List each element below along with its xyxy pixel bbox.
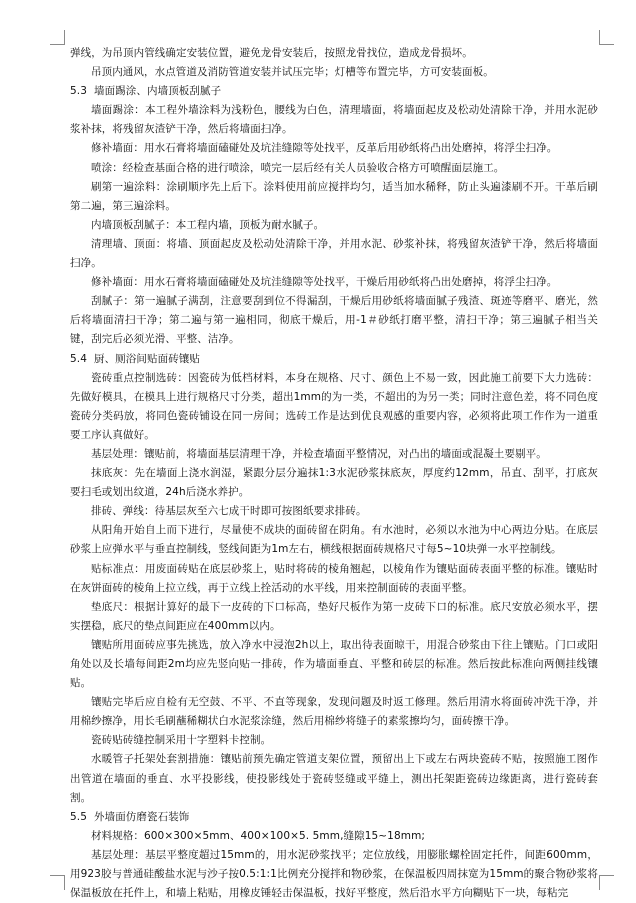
body-paragraph: 材料规格：600×300×5mm、400×100×5. 5mm,缝隙15~18mm; (91, 829, 426, 842)
section-number: 5.5 (70, 810, 87, 823)
section-heading (70, 350, 598, 369)
crop-mark-bottom-right (599, 875, 614, 890)
body-paragraph: 水暖管子托架处套割措施：镶贴前预先确定管道支架位置，预留出上下或左右两块瓷砖不贴，按照施工图作出管道在墙面的垂直、水平投影线，使投影线处于瓷砖竖缝或平缝上，测出托架距瓷砖边缘距离，进行瓷砖套割。 (70, 753, 598, 804)
crop-mark-top-right (599, 30, 614, 45)
body-paragraph: 吊顶内通风，水点管道及消防管道安装并试压完毕；灯槽等布置完毕，方可安装面板。 (91, 66, 494, 79)
body-paragraph: 镶贴所用面砖应事先挑选，放入净水中浸泡2h以上，取出待表面晾干，用混合砂浆由下往上镶贴。门口或阳角处以及长墙每间距2m均应先竖向贴一排砖，作为墙面垂直、平整和砖层的标准。然后按此标准向两侧挂线镶贴。 (70, 638, 598, 690)
section-title: 墙面踢涂、内墙顶板刮腻子 (94, 85, 222, 98)
body-paragraph: 刷第一遍涂料：涂刷顺序先上后下。涂料使用前应搅拌均匀，适当加水稀释，防止头遍漆刷不开。干革后刷第二遍，第三遍涂料。 (70, 180, 598, 212)
section-heading (70, 808, 598, 827)
body-paragraph: 喷涂：经检查基面合格的进行喷涂，喷完一层后经有关人员验收合格方可喷醒面层施工。 (91, 161, 505, 174)
body-paragraph: 刮腻子：第一遍腻子满刮，注意要刮到位不得漏刮，干燥后用砂纸将墙面腻子残渣、斑迹等磨平、磨光，然后将墙面清扫干净；第二遍与第一遍相同，彻底干燥后，用-1＃砂纸打磨平整，清扫干净；第三遍腻子相当关键，刮完后必须光滑、平整、洁净。 (70, 295, 598, 346)
body-paragraph: 基层处理：镶贴前，将墙面基层清理干净，并检查墙面平整情况，对凸出的墙面或混凝土要剔平。 (91, 447, 547, 460)
body-paragraph: 贴标准点：用废面砖贴在底层砂浆上，贴时将砖的棱角翘起，以棱角作为镶贴面砖表面平整的标准。镶贴时在灰饼面砖的棱角上拉立线，再于立线上拴活动的水平线，用来控制面砖的表面平整。 (70, 562, 598, 594)
section-number: 5.3 (70, 85, 87, 98)
body-paragraph: 瓷砖贴砖缝控制采用十字塑料卡控制。 (91, 734, 272, 747)
body-paragraph: 弹线，为吊顶内管线确定安装位置，避免龙骨安装后，按照龙骨找位，造成龙骨损坏。 (70, 47, 473, 59)
section-number: 5.4 (70, 352, 87, 365)
body-paragraph: 从阳角开始自上而下进行，尽量使不成块的面砖留在阴角。有水池时，必须以水池为中心两边分贴。在底层砂浆上应弹水平与垂直控制线，竖线间距为1m左右，横线根据面砖规格尺寸每5~10块弹一水平控制线。 (70, 524, 598, 556)
body-paragraph: 排砖、弹线：待基层灰至六七成干时即可按图纸要求排砖。 (91, 505, 367, 518)
section-heading (70, 82, 598, 101)
body-paragraph: 墙面踢涂：本工程外墙涂料为浅粉色，腰线为白色，清理墙面，将墙面起皮及松动处清除干净，并用水泥砂浆补抹，将残留灰渣铲干净，然后将墙面扫净。 (70, 104, 598, 136)
body-paragraph: 修补墙面：用水石膏将墙面磕碰处及坑洼缝隙等处找平，反革后用砂纸将凸出处磨掉，将浮尘扫净。 (91, 142, 558, 155)
crop-mark-top-left (50, 30, 65, 45)
body-paragraph: 清理墙、顶面：将墙、顶面起皮及松动处清除干净，并用水泥、砂浆补抹，将残留灰渣铲干净，然后将墙面扫净。 (70, 237, 598, 270)
body-paragraph: 基层处理：基层平整度超过15mm的，用水泥砂浆找平；定位放线，用膨胀螺栓固定托件，间距600mm，用923胶与普通硅酸盐水泥与沙子按0.5:1:1比例充分搅拌和物砂浆，在保温板四周抹宽为15mm的聚合物砂浆将保温板放在托件上，和墙上粘贴，用橡皮锤轻击保温板，找好平整度，然后沿水平方向糊贴下一块，每粘完 (70, 848, 598, 900)
document-page (70, 44, 598, 903)
crop-mark-bottom-left (50, 875, 65, 890)
body-paragraph: 瓷砖重点控制选砖：因瓷砖为低档材料，本身在规格、尺寸、颜色上不易一致，因此施工前要下大力选砖：先做好模具，在模具上进行规格尺寸分类，超出1mm的为一类，不超出的为另一类；同时注意色差，将不同色度瓷砖分类码放，将同色瓷砖铺设在同一房间；选砖工作是达到优良观感的重要内容，必须将此项工作作为一道重要工序认真做好。 (70, 371, 598, 441)
section-title: 外墙面仿磨瓷石装饰 (94, 810, 190, 823)
body-paragraph: 抹底灰：先在墙面上浇水润湿，紧跟分层分遍抹1:3水泥砂浆抹底灰，厚度约12mm，吊直、刮平，打底灰要扫毛或划出纹道，24h后浇水养护。 (70, 467, 598, 499)
body-paragraph: 内墙顶板刮腻子：本工程内墙，顶板为耐水腻子。 (91, 218, 325, 231)
section-title: 厨、厕浴间贴面砖镶贴 (94, 352, 200, 365)
body-paragraph: 修补墙面：用水石膏将墙面磕碰处及坑洼缝隙等处找平，干燥后用砂纸将凸出处磨掉，将浮尘扫净。 (91, 276, 558, 289)
body-paragraph: 垫底尺：根据计算好的最下一皮砖的下口标高，垫好尺板作为第一皮砖下口的标准。底尺安放必须水平，摆实摆稳，底尺的垫点间距应在400mm以内。 (70, 600, 598, 632)
body-paragraph: 镶贴完毕后应自检有无空鼓、不平、不直等现象，发现问题及时返工修理。然后用清水将面砖冲洗干净，并用棉纱擦净，用长毛刷蘸稀糊状白水泥浆涂缝，然后用棉纱将缝子的素浆擦均匀，面砖擦干净。 (70, 696, 598, 728)
